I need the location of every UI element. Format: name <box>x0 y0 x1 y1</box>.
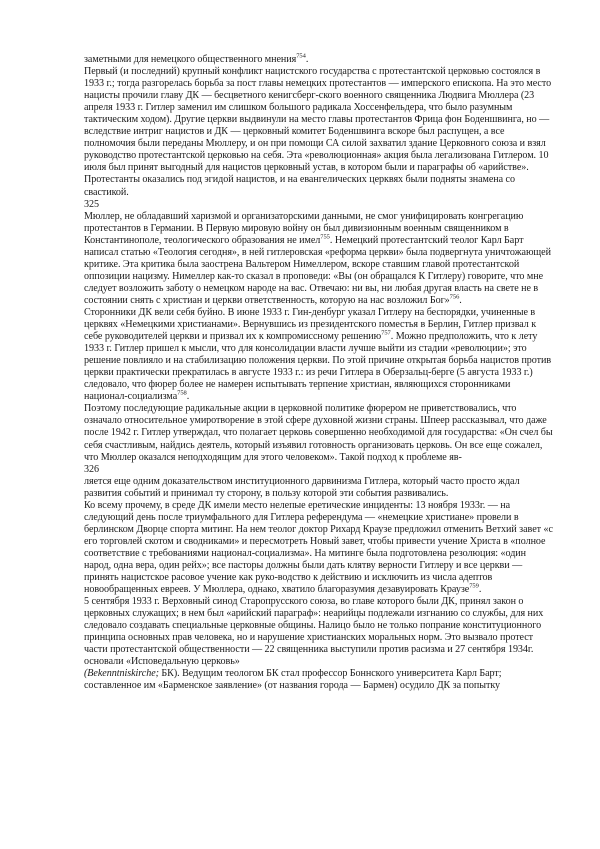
footnote-ref[interactable]: 755 <box>320 233 330 241</box>
paragraph: 5 сентября 1933 г. Верховный синод Старопрусского союза, во главе которого были ДК, принял закон о церковных служащих; в нем был «арийский параграф»: неарийцы подлежали изгнанию со службы, для них следовало создавать специальные церковные общины. Налицо было не только попрание конституционного принципа основных прав человека, но и нарушение христианских моральных норм. Это вызвало протест части протестантской общественности — 22 священника выступили против расизма и 27 сентября 1934г. основали «Исповедальную церковь» (Bekenntniskirche; БК). Ведущим теологом БК стал профессор Боннского университета Карл Барт; составленное им «Барменское заявление» (от названия города — Бармен) осудило ДК за попытку <box>84 596 544 692</box>
paragraph: Ко всему прочему, в среде ДК имели место нелепые еретические инциденты: 13 ноября 1933г. — на следующий день после триумфального для Гитлера референдума — «немецкие христиане» провели в берлинском Дворце спорта митинг. На нем теолог доктор Рихард Краузе предложил отменить Ветхий завет «с его торговлей скотом и сводниками» и пересмотреть Новый завет, чтобы привести учение Христа в «полное соответствие с требованиями национал-социализма». На митинге была подготовлена резолюция: «один народ, одна вера, один рейх»; все пасторы должны были дать клятву верности Гитлеру и все церкви — принять нацистское расовое учение как руко-водство к действию и исключить из числа адептов новообращенных евреев. У Мюллера, однако, хватило благоразумия дезавуировать Краузе$^{759}$. <box>84 499 553 596</box>
paragraph: заметными для немецкого общественного мнения$^{754}$. <box>84 52 309 65</box>
paragraph: Сторонники ДК вели себя буйно. В июне 1933 г. Гин-денбург указал Гитлеру на беспорядки, учиненные в церквях «Немецкими христианами». Вернувшись из президентского поместья в Берлин, Гитлер призвал к себе руководителей церкви и призвал их к компромиссному решению$^{757}$. Можно предположить, что к лету 1933 г. Гитлер пришел к мысли, что для консолидации власти лучше выйти из стадии «революции»; это решение повлияло и на стабилизацию положения церкви. По этой причине открытая борьба нацистов против церкви практически прекратилась в августе 1933 г.: из речи Гитлера в Оберзальц-берге (5 августа 1933 г.) следовало, что фюрер более не намерен испытывать терпение христиан, являющихся сторонниками национал-социализма$^{758}$. <box>84 306 552 403</box>
footnote-ref[interactable]: 754 <box>296 52 306 60</box>
footnote-ref[interactable]: 757 <box>381 329 391 337</box>
footnote-ref[interactable]: 756 <box>449 293 460 301</box>
footnote-ref[interactable]: 758 <box>177 389 187 397</box>
page-number: 325 <box>84 198 99 210</box>
page-number: 326 <box>84 463 99 475</box>
paragraph: ляется еще одним доказательством институционного дарвинизма Гитлера, который часто просто ждал развития событий и принимал ту сторону, в пользу которой эти события развивались. <box>84 475 520 499</box>
paragraph: Поэтому последующие радикальные акции в церковной политике фюрером не приветствовались, что означало относительное умиротворение в этой сфере духовной жизни страны. Шпеер рассказывал, что даже после 1942 г. Гитлер утверждал, что полагает церковь совершенно необходимой для государства: «Он счел бы себя счастливым, найдись деятель, который изъявил готовность организовать церковь. Он все еще сожалел, что Мюллер оказался неподходящим для этого человеком». Такой подход к проблеме яв- <box>84 403 553 463</box>
paragraph: Мюллер, не обладавший харизмой и организаторскими данными, не смог унифицировать конгрегацию протестантов в Германии. В Первую мировую войну он был дивизионным военным священником в Константинополе, теологического образования не имел$^{755}$. Немецкий протестантский теолог Карл Барт написал статью «Теология сегодня», в ней гитлеровская «реформа церкви» была подвергнута уничтожающей критике. Эта критика была заострена Вальтером Нимеллером, вскоре ставшим главой протестантской оппозиции нацизму. Нимеллер как-то сказал в проповеди: «Вы (он обращался К Гитлеру) говорите, что мне следует возложить заботу о немецком народе на вас. Отвечаю: ни вы, ни любая другая власть на свете не в состоянии снять с христиан и церкви ответственность, которую на нас возложил Бог»$^{756}$. <box>84 210 551 306</box>
italic-term: (Bekenntniskirche; <box>84 668 159 680</box>
document-page <box>84 54 554 692</box>
footnote-ref[interactable]: 759 <box>469 582 479 590</box>
paragraph: Первый (и последний) крупный конфликт нацистского государства с протестантской церковью состоялся в 1933 г.; тогда разгорелась борьба за пост главы немецких протестантов — имперского епископа. На это место нацисты прочили главу ДК — бесцветного кенигсберг-ского военного священника Людвига Мюллера (23 апреля 1933 г. Гитлер заменил им слишком большого радикала Хоссенфельдера, что было разумным тактическим ходом). Другие церкви выдвинули на место главы протестантов Фрица фон Боденшвинга, но — вследствие интриг нацистов и ДК — церковный комитет Боденшвинга вскоре был распущен, а все полномочия были переданы Мюллеру, и он при помощи СА силой захватил здание Церковного союза и взял руководство протестантской церковью на себя. Эта «революционная» акция была легализована Гитлером. 10 июля был принят выгодный для нацистов церковный устав, в котором были и параграфы об «арийстве». Протестанты оказались под эгидой нацистов, и на евангелических церквях были подняты знамена со свастикой. <box>84 66 552 198</box>
